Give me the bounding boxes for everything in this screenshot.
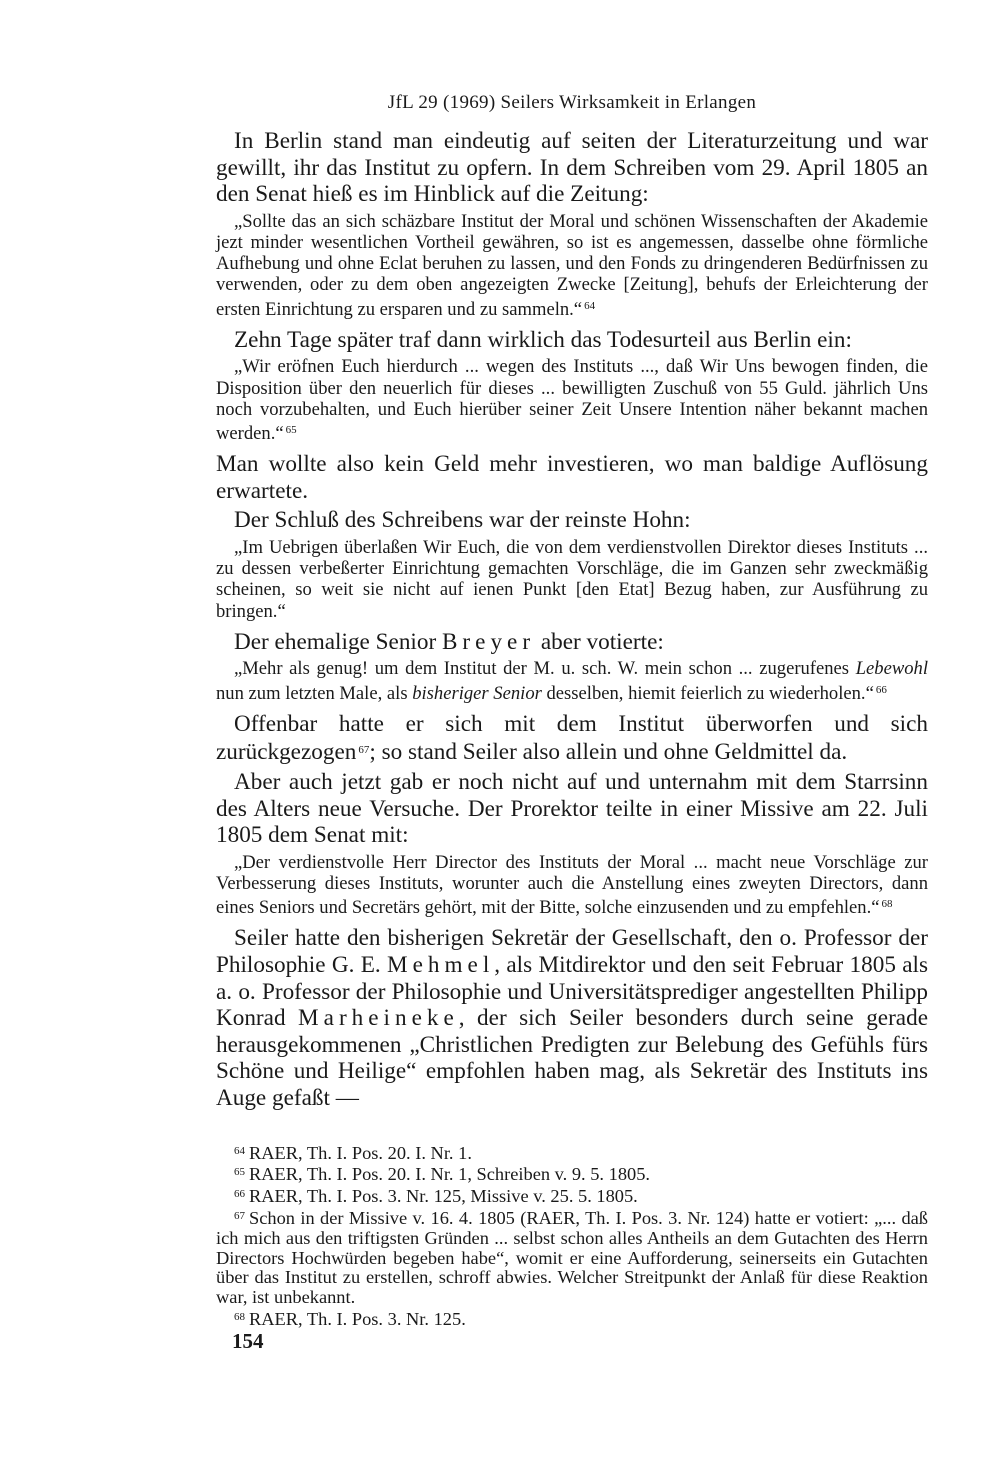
paragraph xyxy=(216,711,928,766)
block-quote xyxy=(216,658,928,703)
paragraph: In Berlin stand man eindeutig auf seiten der Literaturzeitung und war gewillt, ihr das Institut zu opfern. In dem Schreiben vom 29. April 1805 an den Senat hieß es im Hinblick auf die Zeitung: xyxy=(216,128,928,208)
footnote-text: RAER, Th. I. Pos. 3. Nr. 125, Missive v. 25. 5. 1805. xyxy=(249,1186,638,1207)
page-content xyxy=(216,92,928,1330)
footnote-number: 65 xyxy=(234,1166,245,1179)
footnote-number: 66 xyxy=(234,1188,245,1201)
block-quote xyxy=(216,356,928,444)
footnote xyxy=(216,1207,928,1308)
person-name: Mehmel xyxy=(386,951,495,978)
footnote-text: RAER, Th. I. Pos. 20. I. Nr. 1, Schreiben v. 9. 5. 1805. xyxy=(249,1164,651,1185)
paragraph xyxy=(216,629,928,656)
paragraph: Zehn Tage später traf dann wirklich das Todesurteil aus Berlin ein: xyxy=(234,326,852,353)
footnote-number: 64 xyxy=(234,1144,245,1157)
footnote-ref: 64 xyxy=(584,299,596,312)
quote-text: „Wir eröfnen Euch hierdurch ... wegen des Instituts ..., daß Wir Uns bewogen finden, die Disposition über den neuerlich für dieses ... bewilligten Zuschuß von 55 Guld. jährlich Uns noch vorzubehalten, und Euch hierüber seiner Zeit Unsere Intention näher bekannt machen werden.“ xyxy=(216,356,928,444)
person-name: Breyer xyxy=(441,628,536,655)
text-run: nun zum letzten Male, als xyxy=(216,682,413,704)
footnote-text: Schon in der Missive v. 16. 4. 1805 (RAER, Th. I. Pos. 3. Nr. 124) hatte er votiert: „... daß ich mich aus den triftigsten Gründen ... selbst schon alles Antheils an dem Gutachten des Herrn Directors Hochwürden begeben habe“, womit er eine Aufforderung, seinerseits ein Gutachten über das Institut zu erstellen, schroff abwies. Welcher Streitpunkt der Anlaß für diese Reaktion war, ist unbekannt. xyxy=(216,1207,928,1308)
footnote xyxy=(216,1163,928,1185)
footnote-text: RAER, Th. I. Pos. 3. Nr. 125. xyxy=(249,1308,466,1329)
text-run: „Mehr als genug! um dem Institut der M. u. sch. W. mein schon ... zugerufenes xyxy=(234,658,856,680)
page-number: 154 xyxy=(232,1329,264,1353)
person-name: Marheineke xyxy=(298,1005,459,1032)
paragraph: Der Schluß des Schreibens war der reinste Hohn: xyxy=(234,507,691,534)
text-run: Der ehemalige Senior xyxy=(234,628,442,655)
text-run: Offenbar hatte er sich mit dem Institut überworfen und sich zurückgezogen xyxy=(216,710,928,766)
footnote xyxy=(216,1308,928,1330)
footnote-ref: 66 xyxy=(875,683,887,696)
quote-text: „Sollte das an sich schäzbare Institut der Moral und schönen Wissenschaften der Akademie jezt minder wesentlichen Vortheil gewähren, so ist es angemessen, dasselbe ohne förmliche Aufhebung und ohne Eclat beruhen zu lassen, und den Fonds zu dringenderen Bedürfnissen zu verwenden, oder zu dem oben angezeigten Zwecke [Zeitung], behufs der Erleichterung der ersten Einrichtung zu ersparen und zu sammeln.“ xyxy=(216,210,928,320)
running-header: JfL 29 (1969) Seilers Wirksamkeit in Erlangen xyxy=(387,92,757,113)
footnote-ref: 68 xyxy=(881,898,893,911)
block-quote xyxy=(216,852,928,919)
footnote-text: RAER, Th. I. Pos. 20. I. Nr. 1. xyxy=(249,1142,472,1163)
footnotes xyxy=(216,1142,928,1330)
quote-text: „Der verdienstvolle Herr Director des Instituts der Moral ... macht neue Vorschläge zur Verbesserung dieses Instituts, worunter auch die Anstellung eines zweyten Directors, dann eines Seniors und Secretärs gehört, mit der Bitte, solche einzusenden und zu empfehlen.“ xyxy=(216,851,928,919)
footnote xyxy=(216,1142,928,1164)
paragraph: Aber auch jetzt gab er noch nicht auf und unternahm mit dem Starrsinn des Alters neue Versuche. Der Prorektor teilte in einer Missive am 22. Juli 1805 dem Senat mit: xyxy=(216,768,928,849)
text-run: aber votierte: xyxy=(535,628,664,655)
block-quote: „Im Uebrigen überlaßen Wir Euch, die von dem verdienstvollen Direktor dieses Instituts ... zu dessen verbeßerter Einrichtung gemachten Vorschläge, die im Ganzen sehr zweckmäßig scheinen, so weit sie nicht auf ienen Punkt [den Etat] Bezug haben, zur Ausführung zu bringen.“ xyxy=(216,536,928,622)
text-run: , der sich Seiler besonders durch seine gerade herausgekommenen „Christlichen Predigten zur Belebung des Gefühls fürs Schöne und Heilige“ empfohlen haben mag, als Sekretär des Instituts ins Auge gefaßt — xyxy=(216,1005,928,1111)
block-quote xyxy=(216,211,928,320)
emphasis: bisheriger Senior xyxy=(412,682,542,704)
footnote-number: 68 xyxy=(234,1310,245,1323)
text-run: desselben, hiemit feierlich zu wiederholen.“ xyxy=(541,682,874,704)
footnote xyxy=(216,1185,928,1207)
paragraph: Man wollte also kein Geld mehr investieren, wo man baldige Auflösung erwartete. xyxy=(216,451,928,504)
footnote-ref: 65 xyxy=(285,424,297,436)
text-run: , als Mitdirektor und den seit Februar 1805 als a. o. Professor der Philosophie und Universitätsprediger angestellten Philipp Konrad xyxy=(216,951,928,1032)
paragraph xyxy=(216,925,928,1111)
text-run: Seiler hatte den bisherigen Sekretär der Gesellschaft, den o. Professor der Philosophie G. E. xyxy=(216,925,928,978)
footnote-number: 67 xyxy=(234,1209,245,1222)
text-run: ; so stand Seiler also allein und ohne Geldmittel da. xyxy=(369,739,848,766)
emphasis: Lebewohl xyxy=(855,658,928,680)
footnote-ref: 67 xyxy=(358,744,370,757)
